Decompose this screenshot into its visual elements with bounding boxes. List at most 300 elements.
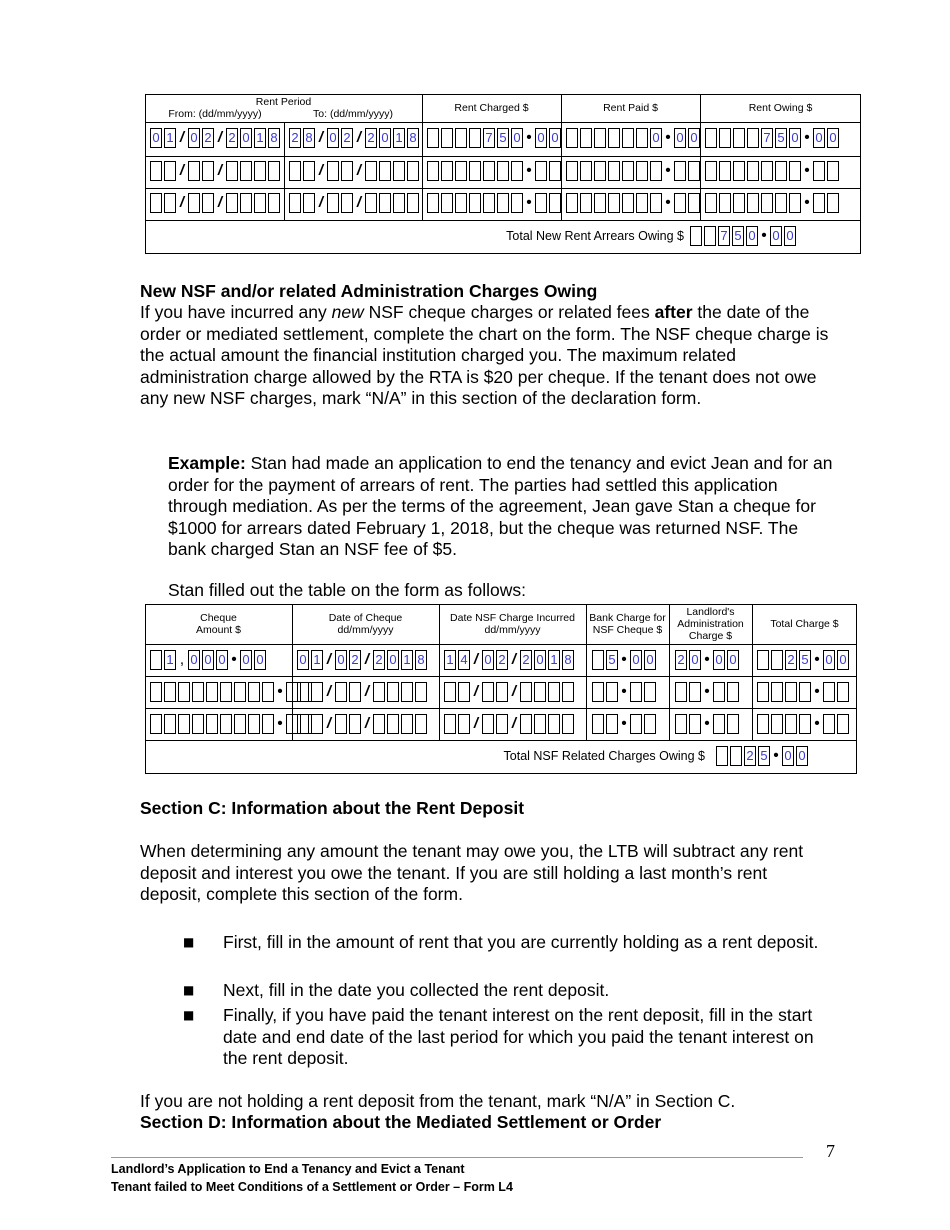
bullet-icon: ■ <box>183 983 195 997</box>
digit-box <box>733 128 745 148</box>
date-separator: / <box>511 651 517 668</box>
digit-box <box>562 714 574 734</box>
date-separator: / <box>318 194 324 211</box>
rent-from-date-empty <box>150 161 282 181</box>
digit-box <box>188 161 200 181</box>
digit-box <box>373 682 385 702</box>
digit-box <box>622 128 634 148</box>
digit-box <box>226 161 238 181</box>
nsf-total-charge-empty <box>757 682 851 702</box>
date-separator: / <box>364 715 370 732</box>
digit-box: 2 <box>675 650 687 670</box>
digit-box <box>483 161 495 181</box>
digit-box: 0 <box>335 650 347 670</box>
rent-to-date <box>289 128 421 148</box>
header-rent-period: Rent Period <box>255 96 312 108</box>
rent-owing-empty <box>705 161 841 181</box>
digit-box <box>427 128 439 148</box>
digit-box <box>497 161 509 181</box>
nsf-admin-charge-empty <box>675 714 741 734</box>
nsf-bank-charge-empty <box>592 714 658 734</box>
digit-box <box>220 714 232 734</box>
digit-box <box>335 714 347 734</box>
digit-box <box>644 714 656 734</box>
digit-box: 2 <box>365 128 377 148</box>
date-separator: / <box>364 683 370 700</box>
digit-box <box>444 682 456 702</box>
digit-box: 1 <box>401 650 413 670</box>
digit-box <box>716 746 728 766</box>
digit-box <box>341 193 353 213</box>
nsf-bank-charge-empty <box>592 682 658 702</box>
digit-box <box>733 161 745 181</box>
digit-box: 0 <box>823 650 835 670</box>
digit-box <box>164 714 176 734</box>
digit-box <box>458 682 470 702</box>
digit-box: 2 <box>226 128 238 148</box>
header-from: From: (dd/mm/yyyy) <box>168 108 262 120</box>
digit-box <box>688 161 700 181</box>
digit-box: 2 <box>373 650 385 670</box>
total-rent-arrears-value <box>690 226 798 246</box>
digit-box <box>594 128 606 148</box>
digit-box <box>407 193 419 213</box>
decimal-point: • <box>704 683 710 700</box>
digit-box <box>630 682 642 702</box>
decimal-point: • <box>814 683 820 700</box>
digit-box <box>650 193 662 213</box>
header-cheque-amount: Cheque Amount $ <box>196 612 241 636</box>
digit-box <box>566 161 578 181</box>
date-separator: / <box>511 683 517 700</box>
date-separator: / <box>356 129 362 146</box>
digit-box <box>202 161 214 181</box>
digit-box <box>548 714 560 734</box>
digit-box <box>254 193 266 213</box>
digit-box <box>622 193 634 213</box>
rent-owing <box>705 128 841 148</box>
digit-box <box>226 193 238 213</box>
digit-box: 0 <box>782 746 794 766</box>
nsf-incurred-date-empty <box>444 682 576 702</box>
digit-box: 2 <box>289 128 301 148</box>
date-separator: / <box>356 162 362 179</box>
digit-box <box>341 161 353 181</box>
digit-box <box>592 650 604 670</box>
digit-box <box>469 193 481 213</box>
digit-box <box>636 161 648 181</box>
date-separator: / <box>217 129 223 146</box>
nsf-incurred-date-empty <box>444 714 576 734</box>
digit-box: 0 <box>630 650 642 670</box>
stan-line: Stan filled out the table on the form as follows: <box>168 580 526 600</box>
digit-box <box>455 161 467 181</box>
digit-box: 2 <box>349 650 361 670</box>
digit-box: 0 <box>784 226 796 246</box>
digit-box: 7 <box>718 226 730 246</box>
bullet-item: First, fill in the amount of rent that you are currently holding as a rent deposit. <box>223 932 819 952</box>
digit-box <box>566 193 578 213</box>
digit-box <box>268 161 280 181</box>
digit-box <box>608 161 620 181</box>
date-separator: / <box>473 715 479 732</box>
digit-box <box>675 714 687 734</box>
digit-box <box>289 193 301 213</box>
digit-box <box>150 193 162 213</box>
digit-box <box>733 193 745 213</box>
digit-box <box>444 714 456 734</box>
digit-box <box>608 128 620 148</box>
digit-box <box>511 193 523 213</box>
date-separator: / <box>364 651 370 668</box>
digit-box <box>303 193 315 213</box>
digit-box <box>178 682 190 702</box>
digit-box <box>622 161 634 181</box>
digit-box <box>674 161 686 181</box>
digit-box: 0 <box>813 128 825 148</box>
digit-box <box>335 682 347 702</box>
decimal-point: • <box>621 715 627 732</box>
decimal-point: • <box>277 683 283 700</box>
bullet-icon: ■ <box>183 1008 195 1022</box>
digit-box <box>262 714 274 734</box>
decimal-point: • <box>804 194 810 211</box>
digit-box: 0 <box>727 650 739 670</box>
digit-box <box>349 682 361 702</box>
rent-charged-empty <box>427 193 563 213</box>
digit-box <box>240 161 252 181</box>
section-d-heading: Section D: Information about the Mediated Settlement or Order <box>140 1112 662 1132</box>
decimal-point: • <box>665 162 671 179</box>
digit-box <box>827 193 839 213</box>
section-c-paragraph: When determining any amount the tenant may owe you, the LTB will subtract any rent deposit and interest you owe the tenant. If you are still holding a last month’s rent deposit, complete this section of the form. <box>140 841 804 904</box>
digit-box <box>580 128 592 148</box>
rent-charged-empty <box>427 161 563 181</box>
nsf-cheque-date-empty <box>297 682 429 702</box>
digit-box: 0 <box>327 128 339 148</box>
digit-box <box>268 193 280 213</box>
digit-box: 0 <box>482 650 494 670</box>
decimal-point: • <box>814 715 820 732</box>
bullet-item: Finally, if you have paid the tenant interest on the rent deposit, fill in the start date and end date of the last period for which you paid the tenant interest on the rent deposit. <box>223 1005 814 1068</box>
rent-to-date-empty <box>289 161 421 181</box>
digit-box: 1 <box>311 650 323 670</box>
header-total-charge: Total Charge $ <box>770 618 839 630</box>
decimal-point: • <box>621 651 627 668</box>
digit-box: 0 <box>188 650 200 670</box>
digit-box <box>178 714 190 734</box>
header-bank-charge: Bank Charge for NSF Cheque $ <box>589 612 666 636</box>
digit-box <box>705 161 717 181</box>
decimal-point: • <box>761 227 767 244</box>
digit-box <box>262 682 274 702</box>
digit-box: 0 <box>150 128 162 148</box>
digit-box <box>469 128 481 148</box>
digit-box <box>592 714 604 734</box>
digit-box <box>747 128 759 148</box>
digit-box <box>771 650 783 670</box>
digit-box <box>704 226 716 246</box>
digit-box <box>234 714 246 734</box>
digit-box <box>289 161 301 181</box>
digit-box <box>689 714 701 734</box>
digit-box: 0 <box>713 650 725 670</box>
digit-box <box>636 193 648 213</box>
decimal-point: • <box>665 129 671 146</box>
digit-box <box>311 682 323 702</box>
digit-box <box>608 193 620 213</box>
digit-box <box>747 193 759 213</box>
header-rent-charged: Rent Charged $ <box>454 102 529 114</box>
total-nsf-label: Total NSF Related Charges Owing $ <box>503 749 705 763</box>
nsf-admin-charge-empty <box>675 682 741 702</box>
page-number: 7 <box>826 1141 835 1161</box>
digit-box <box>327 193 339 213</box>
digit-box: 0 <box>688 128 700 148</box>
digit-box: 5 <box>606 650 618 670</box>
digit-box <box>482 714 494 734</box>
rent-owing-empty <box>705 193 841 213</box>
digit-box <box>785 682 797 702</box>
digit-box: 1 <box>393 128 405 148</box>
digit-box: 4 <box>458 650 470 670</box>
digit-box <box>580 161 592 181</box>
header-rent-paid: Rent Paid $ <box>603 102 658 114</box>
digit-box <box>606 714 618 734</box>
digit-box <box>713 714 725 734</box>
digit-box: 0 <box>202 650 214 670</box>
header-rent-owing: Rent Owing $ <box>748 102 813 114</box>
digit-box <box>562 682 574 702</box>
digit-box: 0 <box>240 650 252 670</box>
digit-box: 8 <box>415 650 427 670</box>
digit-box <box>689 682 701 702</box>
digit-box <box>520 682 532 702</box>
digit-box: 5 <box>732 226 744 246</box>
digit-box <box>441 128 453 148</box>
bullet-icon: ■ <box>183 935 195 949</box>
digit-box <box>789 161 801 181</box>
digit-box: 0 <box>674 128 686 148</box>
decimal-point: • <box>231 651 237 668</box>
digit-box <box>234 682 246 702</box>
digit-box <box>719 161 731 181</box>
nsf-cheque-date <box>297 650 429 670</box>
section-c-heading: Section C: Information about the Rent Deposit <box>140 798 525 818</box>
digit-box: 0 <box>796 746 808 766</box>
digit-box <box>837 714 849 734</box>
rent-paid-empty <box>566 193 702 213</box>
digit-box <box>349 714 361 734</box>
rent-paid-empty <box>566 161 702 181</box>
digit-box <box>458 714 470 734</box>
digit-box <box>827 161 839 181</box>
digit-box <box>150 161 162 181</box>
digit-box <box>823 682 835 702</box>
digit-box <box>566 128 578 148</box>
digit-box <box>240 193 252 213</box>
total-rent-arrears-label: Total New Rent Arrears Owing $ <box>506 229 684 243</box>
digit-box <box>705 128 717 148</box>
nsf-cheque-amount-empty <box>150 682 314 702</box>
digit-box <box>202 193 214 213</box>
digit-box: 2 <box>785 650 797 670</box>
rent-from-date <box>150 128 282 148</box>
digit-box: 0 <box>770 226 782 246</box>
date-separator: / <box>318 162 324 179</box>
digit-box <box>441 193 453 213</box>
digit-box <box>727 714 739 734</box>
nsf-incurred-date <box>444 650 576 670</box>
total-nsf-value <box>716 746 810 766</box>
digit-box: 0 <box>511 128 523 148</box>
digit-box <box>775 193 787 213</box>
digit-box: 2 <box>341 128 353 148</box>
nsf-bank-charge <box>592 650 658 670</box>
digit-box <box>379 161 391 181</box>
nsf-admin-charge <box>675 650 741 670</box>
digit-box: 0 <box>789 128 801 148</box>
digit-box <box>719 128 731 148</box>
digit-box: 2 <box>202 128 214 148</box>
digit-box <box>674 193 686 213</box>
digit-box <box>549 193 561 213</box>
date-separator: / <box>217 194 223 211</box>
footer-line-2: Tenant failed to Meet Conditions of a Settlement or Order – Form L4 <box>111 1180 513 1194</box>
decimal-point: • <box>526 194 532 211</box>
digit-box: 1 <box>548 650 560 670</box>
digit-box: 0 <box>240 128 252 148</box>
digit-box <box>496 714 508 734</box>
digit-box: 0 <box>644 650 656 670</box>
digit-box <box>535 161 547 181</box>
digit-box <box>799 714 811 734</box>
header-admin-charge: Landlord's Administration Charge $ <box>677 606 744 642</box>
digit-box <box>327 161 339 181</box>
digit-box: 1 <box>164 650 176 670</box>
digit-box: 0 <box>689 650 701 670</box>
digit-box <box>690 226 702 246</box>
decimal-point: • <box>773 747 779 764</box>
decimal-point: • <box>526 162 532 179</box>
date-separator: / <box>326 715 332 732</box>
digit-box <box>580 193 592 213</box>
digit-box <box>254 161 266 181</box>
digit-box: 0 <box>254 650 266 670</box>
digit-box <box>401 682 413 702</box>
digit-box <box>441 161 453 181</box>
digit-box: 0 <box>534 650 546 670</box>
digit-box <box>220 682 232 702</box>
digit-box <box>799 682 811 702</box>
digit-box <box>455 193 467 213</box>
digit-box: 8 <box>562 650 574 670</box>
digit-box: 5 <box>799 650 811 670</box>
digit-box: 8 <box>407 128 419 148</box>
nsf-total-charge <box>757 650 851 670</box>
digit-box <box>393 161 405 181</box>
nsf-heading: New NSF and/or related Administration Charges Owing <box>140 281 598 301</box>
digit-box <box>789 193 801 213</box>
digit-box: 8 <box>268 128 280 148</box>
digit-box <box>248 714 260 734</box>
digit-box <box>594 161 606 181</box>
digit-box <box>303 161 315 181</box>
digit-box <box>705 193 717 213</box>
digit-box <box>775 161 787 181</box>
header-cheque-date: Date of Cheque dd/mm/yyyy <box>328 612 403 636</box>
digit-box <box>747 161 759 181</box>
digit-box <box>813 193 825 213</box>
footer-line-1: Landlord’s Application to End a Tenancy and Evict a Tenant <box>111 1162 465 1176</box>
digit-box <box>393 193 405 213</box>
digit-box <box>427 193 439 213</box>
example-paragraph: Example: Stan had made an application to end the tenancy and evict Jean and for an order for the payment of arrears of rent. The parties had settled this application through mediation. As per the terms of the agreement, Jean gave Stan a cheque for $1000 for arrears dated February 1, 2018, but the cheque was returned NSF. The bank charged Stan an NSF fee of $5. <box>168 453 833 559</box>
digit-box <box>415 714 427 734</box>
digit-box <box>534 682 546 702</box>
digit-box <box>511 161 523 181</box>
digit-box: 1 <box>164 128 176 148</box>
digit-box <box>365 161 377 181</box>
digit-box <box>401 714 413 734</box>
digit-box: 7 <box>483 128 495 148</box>
digit-box <box>164 682 176 702</box>
digit-box <box>813 161 825 181</box>
rent-from-date-empty <box>150 193 282 213</box>
date-separator: / <box>473 683 479 700</box>
digit-box <box>644 682 656 702</box>
digit-box <box>713 682 725 702</box>
digit-box: 7 <box>761 128 773 148</box>
digit-box <box>150 650 162 670</box>
digit-box <box>548 682 560 702</box>
digit-box <box>757 682 769 702</box>
digit-box <box>771 714 783 734</box>
digit-box <box>192 682 204 702</box>
digit-box: 8 <box>303 128 315 148</box>
digit-box <box>606 682 618 702</box>
digit-box <box>636 128 648 148</box>
thousands-separator: , <box>179 651 185 668</box>
digit-box: 1 <box>254 128 266 148</box>
digit-box: 0 <box>827 128 839 148</box>
date-separator: / <box>179 162 185 179</box>
decimal-point: • <box>665 194 671 211</box>
decimal-point: • <box>277 715 283 732</box>
digit-box <box>387 682 399 702</box>
digit-box <box>650 161 662 181</box>
digit-box <box>823 714 835 734</box>
decimal-point: • <box>804 162 810 179</box>
digit-box <box>727 682 739 702</box>
digit-box: 0 <box>216 650 228 670</box>
digit-box <box>415 682 427 702</box>
nsf-cheque-amount <box>150 650 268 670</box>
date-separator: / <box>217 162 223 179</box>
digit-box <box>150 682 162 702</box>
nsf-cheque-amount-empty <box>150 714 314 734</box>
decimal-point: • <box>804 129 810 146</box>
digit-box: 2 <box>520 650 532 670</box>
nsf-paragraph: If you have incurred any new NSF cheque charges or related fees after the date of the order or mediated settlement, complete the chart on the form. The NSF cheque charge is the actual amount the financial institution charged you. The maximum related administration charge allowed by the RTA is $20 per cheque. If the tenant does not owe any new NSF charges, mark “N/A” in this section of the declaration form. <box>140 302 829 408</box>
digit-box: 0 <box>746 226 758 246</box>
digit-box: 0 <box>549 128 561 148</box>
digit-box <box>675 682 687 702</box>
digit-box <box>483 193 495 213</box>
digit-box <box>497 193 509 213</box>
digit-box <box>407 161 419 181</box>
date-separator: / <box>318 129 324 146</box>
